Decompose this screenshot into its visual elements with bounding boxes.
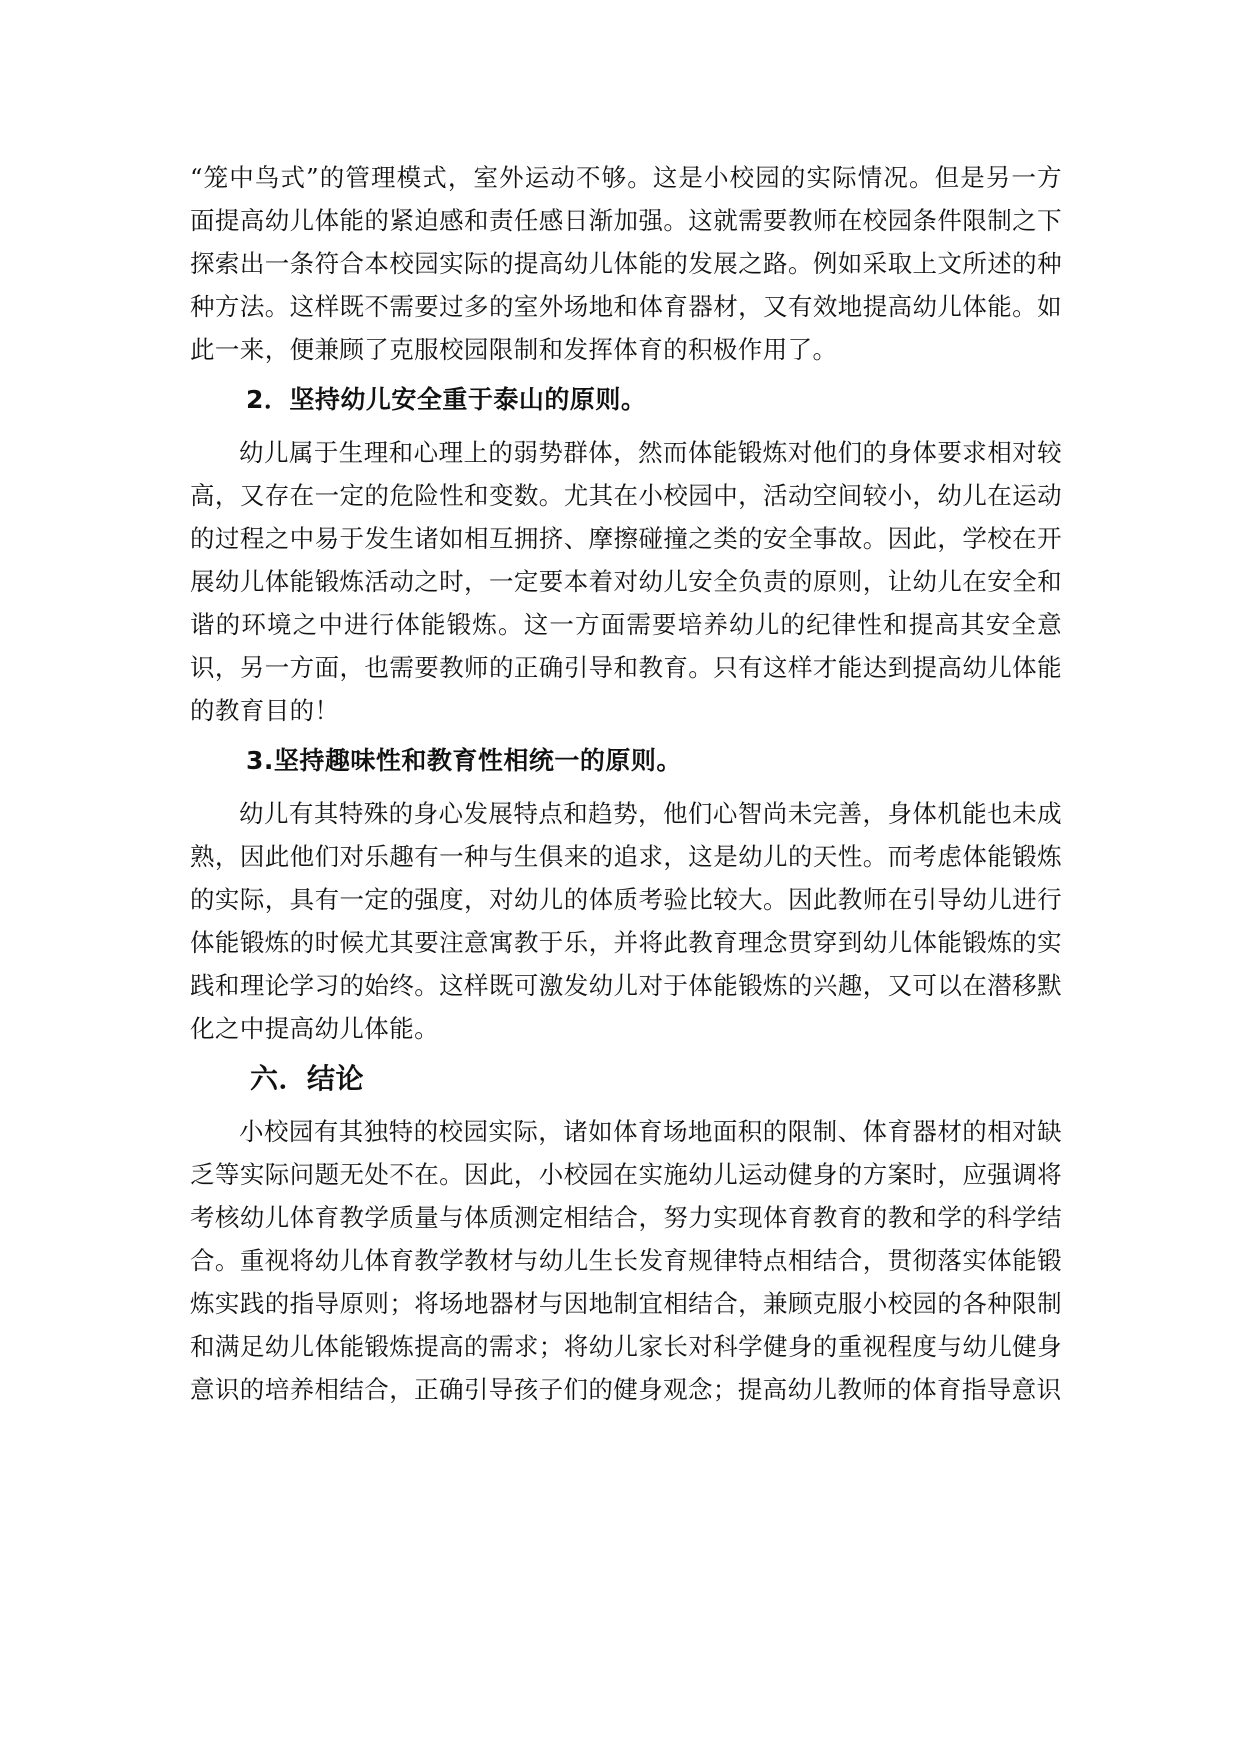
section-heading-conclusion: 六．结论 (250, 1062, 365, 1095)
paragraph-safety: 幼儿属于生理和心理上的弱势群体，然而体能锻炼对他们的身体要求相对较高，又存在一定的危险性和变数。尤其在小校园中，活动空间较小，幼儿在运动的过程之中易于发生诸如相互拥挤、摩擦碰撞之类的安全事故。因此，学校在开展幼儿体能锻炼活动之时，一定要本着对幼儿安全负责的原则，让幼儿在安全和谐的环境之中进行体能锻炼。这一方面需要培养幼儿的纪律性和提高其安全意识，另一方面，也需要教师的正确引导和教育。只有这样才能达到提高幼儿体能的教育目的！ (190, 438, 1062, 725)
paragraph-fun-education: 幼儿有其特殊的身心发展特点和趋势，他们心智尚未完善，身体机能也未成熟，因此他们对乐趣有一种与生俱来的追求，这是幼儿的天性。而考虑体能锻炼的实际，具有一定的强度，对幼儿的体质考验比较大。因此教师在引导幼儿进行体能锻炼的时候尤其要注意寓教于乐，并将此教育理念贯穿到幼儿体能锻炼的实践和理论学习的始终。这样既可激发幼儿对于体能锻炼的兴趣，又可以在潜移默化之中提高幼儿体能。 (190, 799, 1062, 1043)
paragraph-cage-management: “笼中鸟式”的管理模式，室外运动不够。这是小校园的实际情况。但是另一方面提高幼儿体能的紧迫感和责任感日渐加强。这就需要教师在校园条件限制之下探索出一条符合本校园实际的提高幼儿体能的发展之路。例如采取上文所述的种种方法。这样既不需要过多的室外场地和体育器材，又有效地提高幼儿体能。如此一来，便兼顾了克服校园限制和发挥体育的积极作用了。 (190, 163, 1062, 364)
document-body (190, 156, 1062, 1411)
paragraph-conclusion: 小校园有其独特的校园实际，诸如体育场地面积的限制、体育器材的相对缺乏等实际问题无处不在。因此，小校园在实施幼儿运动健身的方案时，应强调将考核幼儿体育教学质量与体质测定相结合，努力实现体育教育的教和学的科学结合。重视将幼儿体育教学教材与幼儿生长发育规律特点相结合，贯彻落实体能锻炼实践的指导原则；将场地器材与因地制宜相结合，兼顾克服小校园的各种限制和满足幼儿体能锻炼提高的需求；将幼儿家长对科学健身的重视程度与幼儿健身意识的培养相结合，正确引导孩子们的健身观念；提高幼儿教师的体育指导意识 (190, 1117, 1062, 1404)
section-heading-fun-education-principle: 3.坚持趣味性和教育性相统一的原则。 (246, 746, 682, 775)
section-heading-safety-principle: 2．坚持幼儿安全重于泰山的原则。 (246, 385, 647, 414)
